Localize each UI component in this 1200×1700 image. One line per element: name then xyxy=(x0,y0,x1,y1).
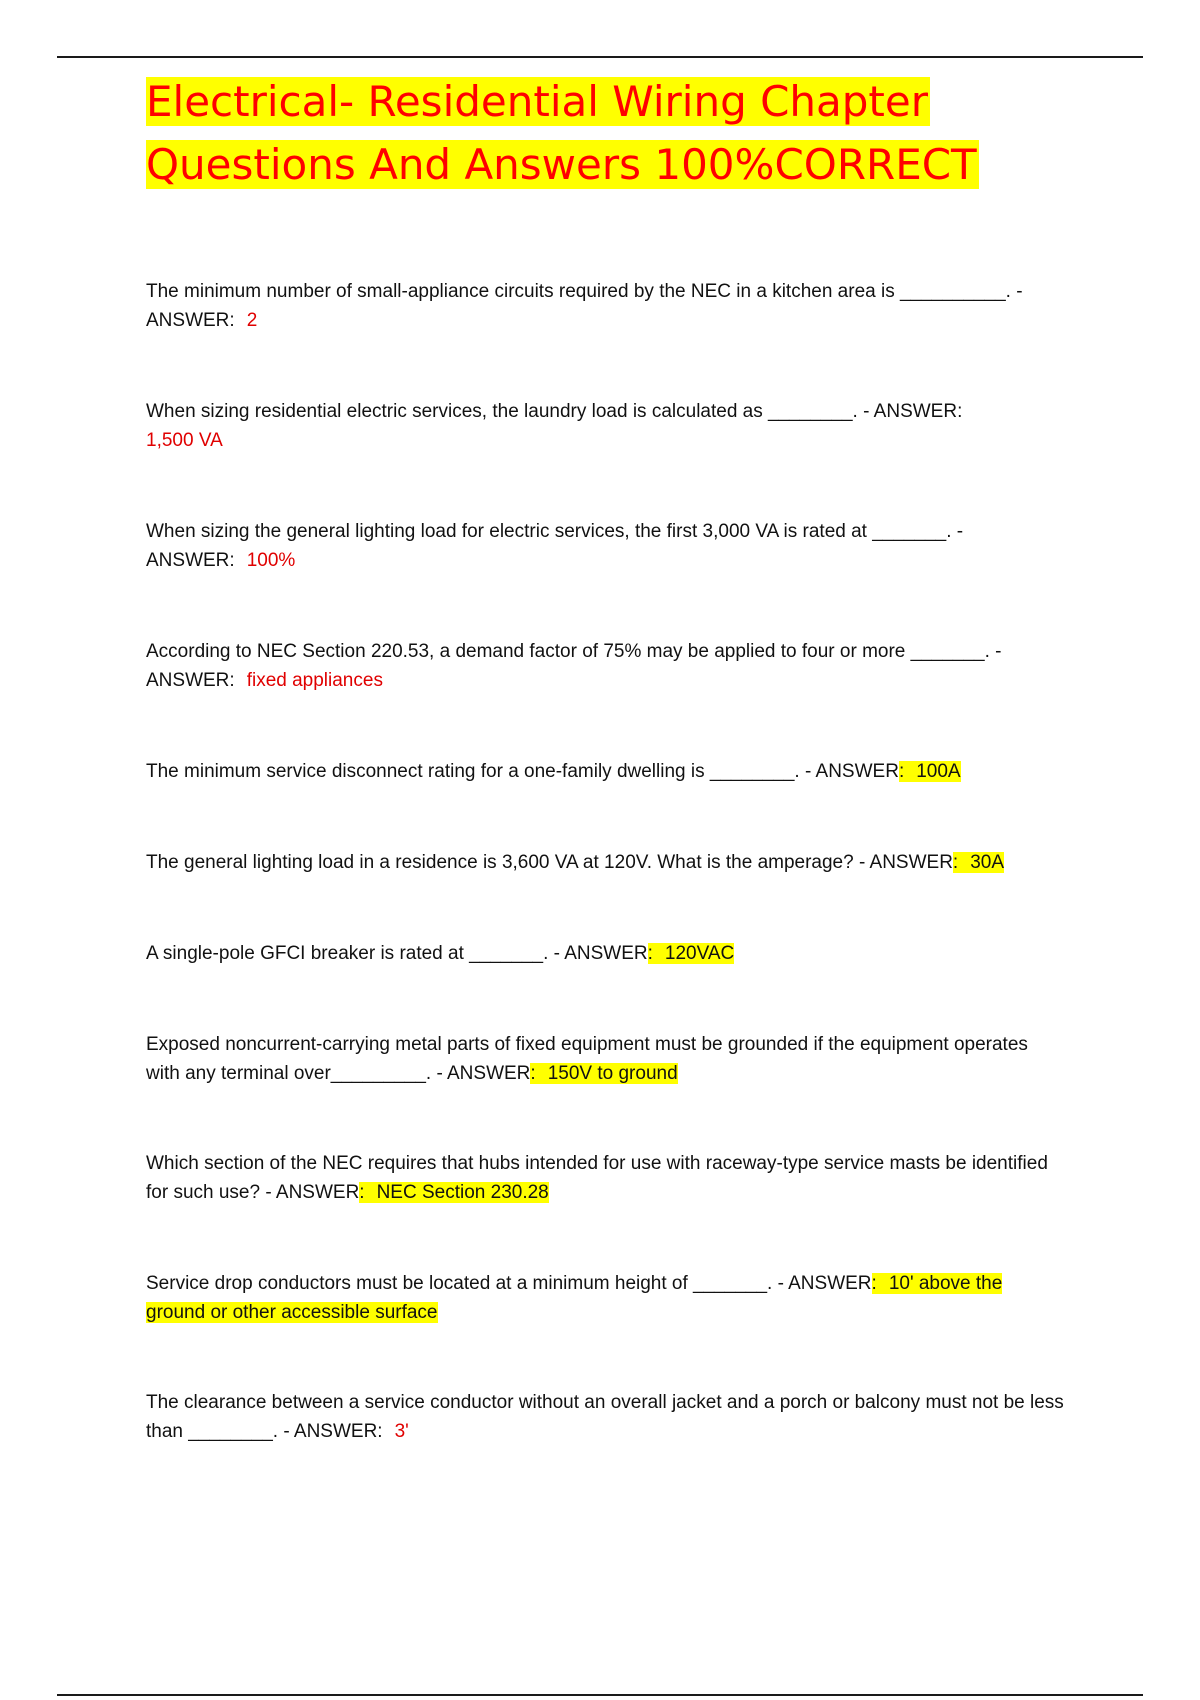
question-text: The minimum number of small-appliance circuits required by the NEC in a kitchen area is __________. - ANSWER: xyxy=(146,281,1023,331)
question-text: When sizing the general lighting load for electric services, the first 3,000 VA is rated at _______. - ANSWER: xyxy=(146,521,964,571)
qa-item-4 xyxy=(146,637,1066,695)
title-line-1: Electrical- Residential Wiring Chapter xyxy=(146,77,929,126)
question-text: The clearance between a service conductor without an overall jacket and a porch or balcony must not be less than ________. - ANSWER: xyxy=(146,1392,1064,1442)
answer-text: 1,500 VA xyxy=(146,430,223,451)
answer-text: fixed appliances xyxy=(246,670,383,691)
answer-highlight: : 150V to ground xyxy=(530,1063,678,1084)
answer-highlight: : 10' above the ground or other accessible surface xyxy=(146,1273,1003,1323)
qa-item-5 xyxy=(146,757,1066,786)
qa-item-3 xyxy=(146,517,1066,575)
top-rule xyxy=(57,56,1143,58)
bottom-rule xyxy=(57,1694,1143,1696)
question-text: Which section of the NEC requires that hubs intended for use with raceway-type service masts be identified for such use? - ANSWER xyxy=(146,1153,1048,1203)
answer-highlight: : 120VAC xyxy=(647,943,735,964)
qa-item-2 xyxy=(146,397,1066,455)
answer-text: 3' xyxy=(394,1421,409,1442)
answer-text: NEC Section 230.28 xyxy=(376,1182,549,1203)
answer-highlight: : NEC Section 230.28 xyxy=(359,1182,549,1203)
question-text: Exposed noncurrent-carrying metal parts of fixed equipment must be grounded if the equipment operates with any terminal over_________. - ANSWER xyxy=(146,1034,1028,1084)
answer-text: 10' above the ground or other accessible surface xyxy=(146,1273,1003,1323)
qa-item-6 xyxy=(146,848,1066,877)
question-text: According to NEC Section 220.53, a demand factor of 75% may be applied to four or more _______. - ANSWER: xyxy=(146,641,1002,691)
answer-text: 120VAC xyxy=(664,943,735,964)
title-line-2: Questions And Answers 100%CORRECT xyxy=(146,140,977,189)
qa-item-10 xyxy=(146,1269,1066,1327)
question-text: The general lighting load in a residence is 3,600 VA at 120V. What is the amperage? - ANSWER xyxy=(146,852,953,873)
question-text: Service drop conductors must be located at a minimum height of _______. - ANSWER xyxy=(146,1273,872,1294)
answer-highlight: : 30A xyxy=(952,852,1005,873)
question-text: When sizing residential electric services, the laundry load is calculated as ________. - ANSWER: xyxy=(146,401,963,422)
qa-item-8 xyxy=(146,1030,1066,1088)
answer-text: 100A xyxy=(916,761,961,782)
qa-item-1 xyxy=(146,277,1066,335)
answer-text: 30A xyxy=(970,852,1005,873)
answer-highlight: : 100A xyxy=(898,761,961,782)
qa-item-7 xyxy=(146,939,1066,968)
document-body xyxy=(146,70,1066,1442)
qa-item-9 xyxy=(146,1149,1066,1207)
answer-text: 100% xyxy=(246,550,296,571)
qa-item-11 xyxy=(146,1388,1066,1446)
question-text: The minimum service disconnect rating for a one-family dwelling is ________. - ANSWER xyxy=(146,761,899,782)
answer-text: 2 xyxy=(246,310,258,331)
question-text: A single-pole GFCI breaker is rated at _______. - ANSWER xyxy=(146,943,648,964)
answer-text: 150V to ground xyxy=(547,1063,678,1084)
document-title xyxy=(146,70,1066,196)
